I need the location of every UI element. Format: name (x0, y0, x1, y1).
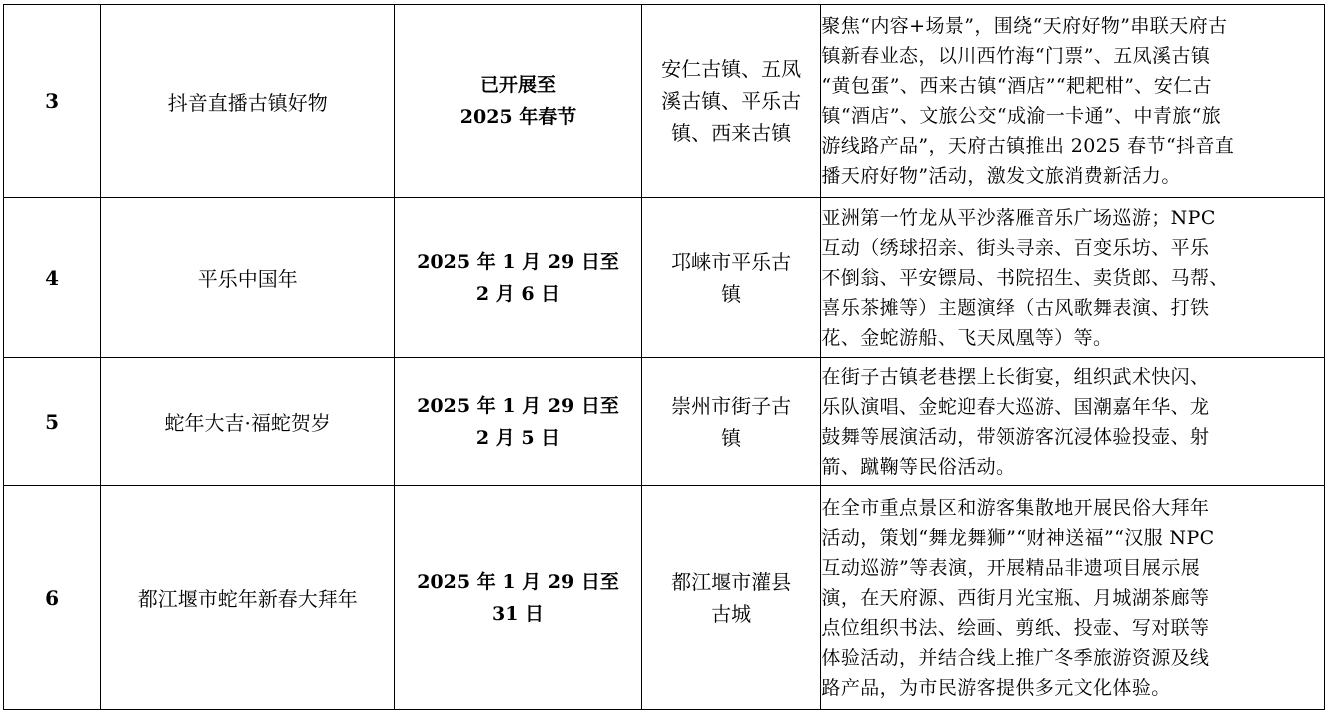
event-description (821, 198, 1325, 358)
table-row (4, 486, 1325, 710)
description-line: 游线路产品”，天府古镇推出 2025 春节“抖音直 (821, 135, 1235, 157)
event-place (641, 198, 821, 358)
description-line: 喜乐茶摊等）主题演绎（古风歌舞表演、打铁 (821, 296, 1210, 319)
place-line: 镇 (721, 425, 742, 450)
description-line: 点位组织书法、绘画、剪纸、投壶、写对联等 (821, 616, 1210, 639)
event-place (641, 486, 821, 710)
event-date (395, 5, 642, 198)
table-row (4, 198, 1325, 358)
event-description (821, 486, 1325, 710)
table-row (4, 5, 1325, 198)
event-description (821, 5, 1325, 198)
row-number: 4 (4, 198, 101, 358)
event-date (395, 358, 642, 486)
event-name: 都江堰市蛇年新春大拜年 (101, 486, 395, 710)
row-number: 5 (4, 358, 101, 486)
place-line: 安仁古镇、五凤 (661, 57, 802, 81)
description-line: 亚洲第一竹龙从平沙落雁音乐广场巡游；NPC (821, 206, 1216, 229)
date-line: 已开展至 (480, 74, 557, 96)
description-line: 镇新春业态，以川西竹海“门票”、五凤溪古镇 (821, 45, 1211, 67)
description-line: 花、金蛇游船、飞天凤凰等）等。 (821, 326, 1113, 349)
description-line: 互动（绣球招亲、街头寻亲、百变乐坊、平乐 (821, 236, 1210, 259)
description-line: 不倒翁、平安镖局、书院招生、卖货郎、马帮、 (821, 266, 1229, 289)
place-line: 都江堰市灌县 (671, 569, 792, 594)
place-line: 溪古镇、平乐古 (661, 89, 802, 113)
description-line: “黄包蛋”、西来古镇“酒店”“耙耙柑”、安仁古 (821, 75, 1212, 97)
date-line: 31 日 (491, 602, 545, 625)
description-line: 体验活动，并结合线上推广冬季旅游资源及线 (821, 646, 1210, 669)
event-name: 平乐中国年 (101, 198, 395, 358)
description-line: 演，在天府源、西街月光宝瓶、月城湖茶廊等 (821, 586, 1210, 609)
place-line: 镇 (721, 281, 742, 306)
event-place (641, 5, 821, 198)
place-line: 邛崃市平乐古 (671, 249, 792, 274)
date-line: 2 月 5 日 (475, 426, 561, 449)
date-line: 2025 年春节 (459, 106, 577, 128)
row-number: 3 (4, 5, 101, 198)
description-line: 播天府好物”活动，激发文旅消费新活力。 (821, 165, 1181, 187)
description-line: 在全市重点景区和游客集散地开展民俗大拜年 (821, 496, 1210, 519)
event-description (821, 358, 1325, 486)
description-line: 鼓舞等展演活动，带领游客沉浸体验投壶、射 (821, 425, 1210, 448)
date-line: 2025 年 1 月 29 日至 (417, 570, 619, 593)
date-line: 2025 年 1 月 29 日至 (417, 250, 619, 273)
event-date (395, 198, 642, 358)
place-line: 古城 (711, 601, 752, 626)
table-row (4, 358, 1325, 486)
event-name: 抖音直播古镇好物 (101, 5, 395, 198)
description-line: 路产品，为市民游客提供多元文化体验。 (821, 676, 1171, 699)
description-line: 镇“酒店”、文旅公交“成渝一卡通”、中青旅“旅 (821, 105, 1222, 127)
event-place (641, 358, 821, 486)
events-table (3, 4, 1325, 710)
place-line: 崇州市街子古 (671, 393, 792, 418)
description-line: 在街子古镇老巷摆上长街宴，组织武术快闪、 (821, 365, 1210, 388)
description-line: 聚焦“内容+场景”，围绕“天府好物”串联天府古 (821, 15, 1228, 37)
event-name: 蛇年大吉·福蛇贺岁 (101, 358, 395, 486)
date-line: 2 月 6 日 (475, 282, 561, 305)
description-line: 箭、蹴鞠等民俗活动。 (821, 455, 1016, 478)
row-number: 6 (4, 486, 101, 710)
description-line: 互动巡游”等表演，开展精品非遗项目展示展 (821, 556, 1201, 579)
description-line: 乐队演唱、金蛇迎春大巡游、国潮嘉年华、龙 (821, 395, 1210, 418)
date-line: 2025 年 1 月 29 日至 (417, 394, 619, 417)
description-line: 活动，策划“舞龙舞狮”“财神送福”“汉服 NPC (821, 526, 1215, 549)
event-date (395, 486, 642, 710)
place-line: 镇、西来古镇 (671, 121, 792, 145)
